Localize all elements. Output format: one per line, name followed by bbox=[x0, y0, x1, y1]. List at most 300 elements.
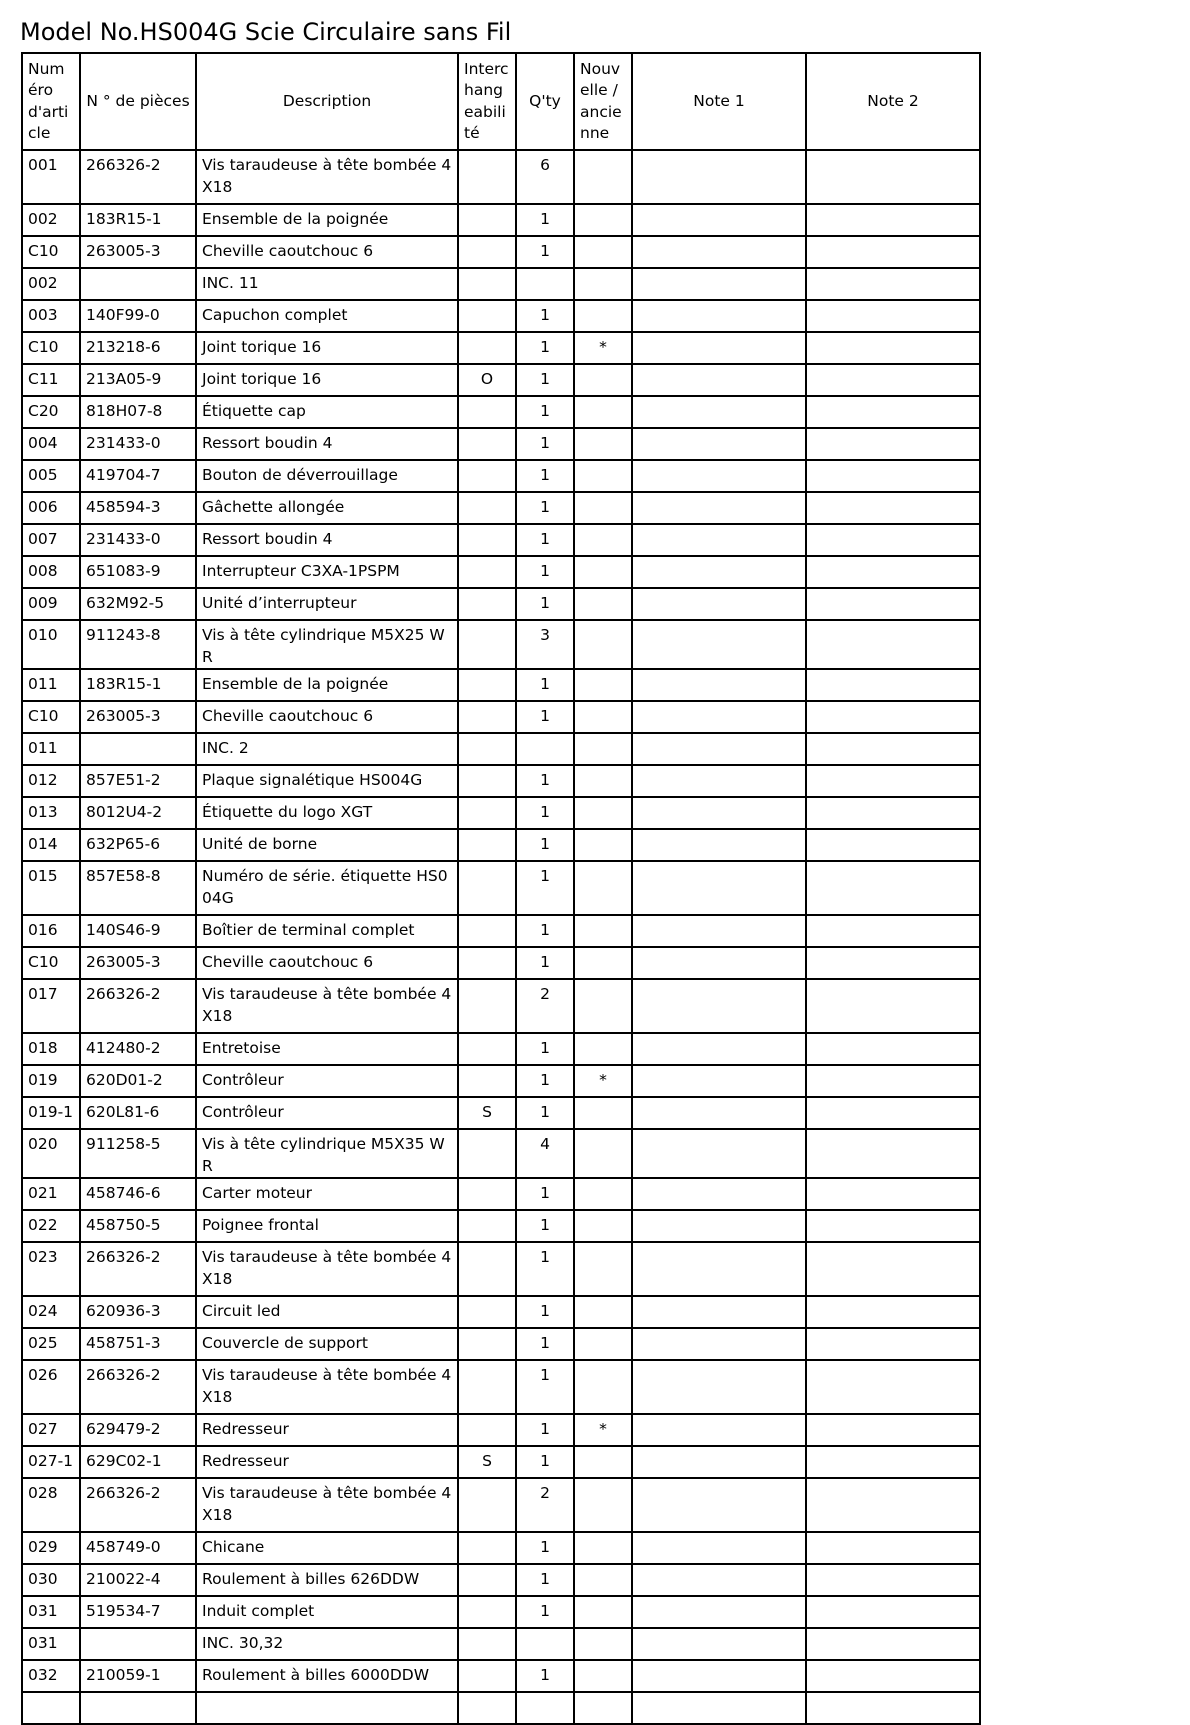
qty-cell: 1 bbox=[516, 332, 574, 364]
description-cell: Joint torique 16 bbox=[196, 364, 458, 396]
new-old-cell bbox=[574, 1178, 632, 1210]
qty-cell: 2 bbox=[516, 1478, 574, 1532]
note-1-cell bbox=[632, 1328, 806, 1360]
note-1-cell bbox=[632, 669, 806, 701]
note-2-cell bbox=[806, 524, 980, 556]
item-no-cell: C10 bbox=[22, 332, 80, 364]
new-old-cell bbox=[574, 364, 632, 396]
note-1-cell bbox=[632, 620, 806, 669]
table-row bbox=[22, 1414, 980, 1446]
description-cell: Ensemble de la poignée bbox=[196, 204, 458, 236]
interchangeability-cell bbox=[458, 1296, 516, 1328]
item-no-cell: 006 bbox=[22, 492, 80, 524]
note-1-cell bbox=[632, 460, 806, 492]
col-header-item-no: Numéro d'article bbox=[22, 53, 80, 150]
qty-cell: 1 bbox=[516, 947, 574, 979]
table-row bbox=[22, 428, 980, 460]
table-row bbox=[22, 588, 980, 620]
interchangeability-cell bbox=[458, 1414, 516, 1446]
qty-cell: 1 bbox=[516, 556, 574, 588]
qty-cell: 1 bbox=[516, 1446, 574, 1478]
note-2-cell bbox=[806, 1210, 980, 1242]
new-old-cell bbox=[574, 669, 632, 701]
description-cell: Contrôleur bbox=[196, 1065, 458, 1097]
header-row bbox=[22, 53, 980, 150]
table-row bbox=[22, 733, 980, 765]
new-old-cell bbox=[574, 524, 632, 556]
note-1-cell bbox=[632, 1532, 806, 1564]
qty-cell: 1 bbox=[516, 915, 574, 947]
qty-cell: 1 bbox=[516, 364, 574, 396]
description-cell: Carter moteur bbox=[196, 1178, 458, 1210]
table-row bbox=[22, 1210, 980, 1242]
new-old-cell bbox=[574, 1660, 632, 1692]
new-old-cell bbox=[574, 236, 632, 268]
description-cell: Étiquette cap bbox=[196, 396, 458, 428]
qty-cell: 2 bbox=[516, 979, 574, 1033]
table-row bbox=[22, 1478, 980, 1532]
description-cell: Vis taraudeuse à tête bombée 4X18 bbox=[196, 1360, 458, 1414]
interchangeability-cell bbox=[458, 915, 516, 947]
col-header-note-1: Note 1 bbox=[632, 53, 806, 150]
description-cell: Redresseur bbox=[196, 1414, 458, 1446]
new-old-cell bbox=[574, 1296, 632, 1328]
table-row bbox=[22, 620, 980, 669]
qty-cell bbox=[516, 1628, 574, 1660]
qty-cell: 1 bbox=[516, 1414, 574, 1446]
item-no-cell: 028 bbox=[22, 1478, 80, 1532]
note-2-cell bbox=[806, 150, 980, 204]
qty-cell: 1 bbox=[516, 460, 574, 492]
new-old-cell bbox=[574, 1328, 632, 1360]
description-cell: Circuit led bbox=[196, 1296, 458, 1328]
interchangeability-cell bbox=[458, 460, 516, 492]
part-no-cell: 266326-2 bbox=[80, 1242, 196, 1296]
item-no-cell: 018 bbox=[22, 1033, 80, 1065]
note-2-cell bbox=[806, 1564, 980, 1596]
part-no-cell: 620936-3 bbox=[80, 1296, 196, 1328]
note-1-cell bbox=[632, 797, 806, 829]
note-2-cell bbox=[806, 1296, 980, 1328]
interchangeability-cell bbox=[458, 947, 516, 979]
description-cell: Chicane bbox=[196, 1532, 458, 1564]
new-old-cell bbox=[574, 1532, 632, 1564]
note-2-cell bbox=[806, 1692, 980, 1724]
interchangeability-cell bbox=[458, 1692, 516, 1724]
new-old-cell bbox=[574, 797, 632, 829]
item-no-cell: 023 bbox=[22, 1242, 80, 1296]
item-no-cell: 026 bbox=[22, 1360, 80, 1414]
qty-cell: 1 bbox=[516, 524, 574, 556]
qty-cell: 1 bbox=[516, 861, 574, 915]
part-no-cell: 263005-3 bbox=[80, 701, 196, 733]
item-no-cell: 021 bbox=[22, 1178, 80, 1210]
part-no-cell: 632P65-6 bbox=[80, 829, 196, 861]
description-cell: Vis à tête cylindrique M5X25 WR bbox=[196, 620, 458, 669]
interchangeability-cell bbox=[458, 428, 516, 460]
description-cell: Vis taraudeuse à tête bombée 4X18 bbox=[196, 1478, 458, 1532]
description-cell: Vis taraudeuse à tête bombée 4X18 bbox=[196, 1242, 458, 1296]
table-row bbox=[22, 556, 980, 588]
part-no-cell: 419704-7 bbox=[80, 460, 196, 492]
note-2-cell bbox=[806, 1660, 980, 1692]
item-no-cell: 005 bbox=[22, 460, 80, 492]
part-no-cell: 183R15-1 bbox=[80, 204, 196, 236]
item-no-cell: 011 bbox=[22, 733, 80, 765]
item-no-cell: 027-1 bbox=[22, 1446, 80, 1478]
note-2-cell bbox=[806, 1033, 980, 1065]
note-2-cell bbox=[806, 204, 980, 236]
interchangeability-cell bbox=[458, 669, 516, 701]
new-old-cell bbox=[574, 765, 632, 797]
new-old-cell bbox=[574, 1210, 632, 1242]
table-row bbox=[22, 797, 980, 829]
interchangeability-cell bbox=[458, 979, 516, 1033]
qty-cell: 1 bbox=[516, 1097, 574, 1129]
new-old-cell: * bbox=[574, 1414, 632, 1446]
part-no-cell: 266326-2 bbox=[80, 1360, 196, 1414]
part-no-cell: 818H07-8 bbox=[80, 396, 196, 428]
new-old-cell bbox=[574, 396, 632, 428]
item-no-cell: 013 bbox=[22, 797, 80, 829]
note-2-cell bbox=[806, 236, 980, 268]
qty-cell: 1 bbox=[516, 236, 574, 268]
col-header-new-old: Nouvelle / ancienne bbox=[574, 53, 632, 150]
interchangeability-cell bbox=[458, 861, 516, 915]
item-no-cell: 027 bbox=[22, 1414, 80, 1446]
interchangeability-cell bbox=[458, 1628, 516, 1660]
note-2-cell bbox=[806, 829, 980, 861]
item-no-cell: 012 bbox=[22, 765, 80, 797]
new-old-cell bbox=[574, 1478, 632, 1532]
part-no-cell: 458749-0 bbox=[80, 1532, 196, 1564]
new-old-cell bbox=[574, 1242, 632, 1296]
note-2-cell bbox=[806, 620, 980, 669]
interchangeability-cell bbox=[458, 733, 516, 765]
qty-cell: 1 bbox=[516, 588, 574, 620]
description-cell: INC. 11 bbox=[196, 268, 458, 300]
note-1-cell bbox=[632, 492, 806, 524]
note-1-cell bbox=[632, 765, 806, 797]
part-no-cell: 651083-9 bbox=[80, 556, 196, 588]
table-row bbox=[22, 669, 980, 701]
note-2-cell bbox=[806, 492, 980, 524]
description-cell: Vis taraudeuse à tête bombée 4X18 bbox=[196, 150, 458, 204]
new-old-cell bbox=[574, 1097, 632, 1129]
part-no-cell: 620L81-6 bbox=[80, 1097, 196, 1129]
description-cell: Vis à tête cylindrique M5X35 WR bbox=[196, 1129, 458, 1178]
note-1-cell bbox=[632, 300, 806, 332]
note-1-cell bbox=[632, 428, 806, 460]
item-no-cell: 002 bbox=[22, 204, 80, 236]
interchangeability-cell bbox=[458, 588, 516, 620]
new-old-cell bbox=[574, 1628, 632, 1660]
interchangeability-cell bbox=[458, 524, 516, 556]
interchangeability-cell bbox=[458, 1478, 516, 1532]
note-1-cell bbox=[632, 1210, 806, 1242]
new-old-cell bbox=[574, 300, 632, 332]
description-cell bbox=[196, 1692, 458, 1724]
note-1-cell bbox=[632, 915, 806, 947]
table-row bbox=[22, 1328, 980, 1360]
description-cell: Induit complet bbox=[196, 1596, 458, 1628]
table-row bbox=[22, 150, 980, 204]
interchangeability-cell: S bbox=[458, 1097, 516, 1129]
note-2-cell bbox=[806, 797, 980, 829]
interchangeability-cell bbox=[458, 492, 516, 524]
new-old-cell bbox=[574, 979, 632, 1033]
table-row bbox=[22, 396, 980, 428]
note-1-cell bbox=[632, 150, 806, 204]
note-1-cell bbox=[632, 332, 806, 364]
new-old-cell bbox=[574, 268, 632, 300]
new-old-cell bbox=[574, 1692, 632, 1724]
table-row bbox=[22, 1564, 980, 1596]
item-no-cell: 016 bbox=[22, 915, 80, 947]
qty-cell: 1 bbox=[516, 428, 574, 460]
new-old-cell bbox=[574, 1446, 632, 1478]
item-no-cell: 004 bbox=[22, 428, 80, 460]
description-cell: Redresseur bbox=[196, 1446, 458, 1478]
interchangeability-cell bbox=[458, 236, 516, 268]
interchangeability-cell bbox=[458, 268, 516, 300]
new-old-cell: * bbox=[574, 332, 632, 364]
new-old-cell bbox=[574, 829, 632, 861]
note-1-cell bbox=[632, 1129, 806, 1178]
note-2-cell bbox=[806, 1129, 980, 1178]
note-1-cell bbox=[632, 204, 806, 236]
note-2-cell bbox=[806, 1596, 980, 1628]
interchangeability-cell bbox=[458, 765, 516, 797]
item-no-cell: 008 bbox=[22, 556, 80, 588]
qty-cell: 1 bbox=[516, 669, 574, 701]
note-1-cell bbox=[632, 861, 806, 915]
note-1-cell bbox=[632, 1478, 806, 1532]
part-no-cell: 213218-6 bbox=[80, 332, 196, 364]
part-no-cell: 911243-8 bbox=[80, 620, 196, 669]
note-1-cell bbox=[632, 524, 806, 556]
qty-cell: 1 bbox=[516, 1596, 574, 1628]
description-cell: Capuchon complet bbox=[196, 300, 458, 332]
note-2-cell bbox=[806, 1065, 980, 1097]
item-no-cell: 014 bbox=[22, 829, 80, 861]
part-no-cell: 210059-1 bbox=[80, 1660, 196, 1692]
note-1-cell bbox=[632, 979, 806, 1033]
qty-cell: 1 bbox=[516, 765, 574, 797]
note-1-cell bbox=[632, 1692, 806, 1724]
note-1-cell bbox=[632, 1033, 806, 1065]
qty-cell: 1 bbox=[516, 1296, 574, 1328]
note-2-cell bbox=[806, 1628, 980, 1660]
item-no-cell: 015 bbox=[22, 861, 80, 915]
interchangeability-cell: S bbox=[458, 1446, 516, 1478]
interchangeability-cell bbox=[458, 1242, 516, 1296]
part-no-cell: 911258-5 bbox=[80, 1129, 196, 1178]
note-1-cell bbox=[632, 588, 806, 620]
part-no-cell: 213A05-9 bbox=[80, 364, 196, 396]
qty-cell: 1 bbox=[516, 1033, 574, 1065]
part-no-cell: 458751-3 bbox=[80, 1328, 196, 1360]
note-1-cell bbox=[632, 947, 806, 979]
item-no-cell: 020 bbox=[22, 1129, 80, 1178]
description-cell: Boîtier de terminal complet bbox=[196, 915, 458, 947]
col-header-part-no: N ° de pièces bbox=[80, 53, 196, 150]
item-no-cell: 030 bbox=[22, 1564, 80, 1596]
col-header-description: Description bbox=[196, 53, 458, 150]
description-cell: Joint torique 16 bbox=[196, 332, 458, 364]
qty-cell: 1 bbox=[516, 204, 574, 236]
new-old-cell bbox=[574, 588, 632, 620]
item-no-cell: 007 bbox=[22, 524, 80, 556]
description-cell: Ensemble de la poignée bbox=[196, 669, 458, 701]
item-no-cell: 022 bbox=[22, 1210, 80, 1242]
part-no-cell: 231433-0 bbox=[80, 428, 196, 460]
note-2-cell bbox=[806, 701, 980, 733]
new-old-cell bbox=[574, 1596, 632, 1628]
interchangeability-cell bbox=[458, 1328, 516, 1360]
table-row bbox=[22, 1242, 980, 1296]
table-row bbox=[22, 332, 980, 364]
interchangeability-cell: O bbox=[458, 364, 516, 396]
description-cell: INC. 2 bbox=[196, 733, 458, 765]
table-row bbox=[22, 861, 980, 915]
qty-cell: 1 bbox=[516, 1328, 574, 1360]
part-no-cell: 458750-5 bbox=[80, 1210, 196, 1242]
note-1-cell bbox=[632, 829, 806, 861]
description-cell: Gâchette allongée bbox=[196, 492, 458, 524]
note-2-cell bbox=[806, 332, 980, 364]
table-row bbox=[22, 1660, 980, 1692]
interchangeability-cell bbox=[458, 1210, 516, 1242]
note-2-cell bbox=[806, 1178, 980, 1210]
new-old-cell bbox=[574, 492, 632, 524]
interchangeability-cell bbox=[458, 396, 516, 428]
note-1-cell bbox=[632, 1178, 806, 1210]
table-row bbox=[22, 1178, 980, 1210]
item-no-cell: 031 bbox=[22, 1628, 80, 1660]
table-row bbox=[22, 236, 980, 268]
table-row bbox=[22, 524, 980, 556]
note-2-cell bbox=[806, 669, 980, 701]
item-no-cell: C10 bbox=[22, 236, 80, 268]
note-2-cell bbox=[806, 396, 980, 428]
new-old-cell bbox=[574, 1033, 632, 1065]
col-header-note-2: Note 2 bbox=[806, 53, 980, 150]
part-no-cell: 263005-3 bbox=[80, 947, 196, 979]
item-no-cell: 002 bbox=[22, 268, 80, 300]
qty-cell: 1 bbox=[516, 829, 574, 861]
qty-cell: 1 bbox=[516, 701, 574, 733]
item-no-cell: C10 bbox=[22, 701, 80, 733]
note-2-cell bbox=[806, 765, 980, 797]
item-no-cell: 010 bbox=[22, 620, 80, 669]
qty-cell: 1 bbox=[516, 1564, 574, 1596]
table-row bbox=[22, 460, 980, 492]
new-old-cell bbox=[574, 556, 632, 588]
interchangeability-cell bbox=[458, 620, 516, 669]
note-2-cell bbox=[806, 861, 980, 915]
qty-cell: 1 bbox=[516, 797, 574, 829]
description-cell: Cheville caoutchouc 6 bbox=[196, 701, 458, 733]
col-header-qty: Q'ty bbox=[516, 53, 574, 150]
description-cell: Étiquette du logo XGT bbox=[196, 797, 458, 829]
new-old-cell bbox=[574, 733, 632, 765]
note-2-cell bbox=[806, 1328, 980, 1360]
part-no-cell: 857E51-2 bbox=[80, 765, 196, 797]
new-old-cell bbox=[574, 460, 632, 492]
qty-cell: 1 bbox=[516, 492, 574, 524]
part-no-cell: 266326-2 bbox=[80, 979, 196, 1033]
table-row bbox=[22, 492, 980, 524]
note-1-cell bbox=[632, 1097, 806, 1129]
description-cell: Ressort boudin 4 bbox=[196, 428, 458, 460]
table-row bbox=[22, 1097, 980, 1129]
note-2-cell bbox=[806, 979, 980, 1033]
part-no-cell: 8012U4-2 bbox=[80, 797, 196, 829]
note-2-cell bbox=[806, 1478, 980, 1532]
note-1-cell bbox=[632, 236, 806, 268]
part-no-cell bbox=[80, 268, 196, 300]
note-2-cell bbox=[806, 915, 980, 947]
description-cell: Unité d’interrupteur bbox=[196, 588, 458, 620]
note-1-cell bbox=[632, 1564, 806, 1596]
note-1-cell bbox=[632, 1414, 806, 1446]
interchangeability-cell bbox=[458, 300, 516, 332]
interchangeability-cell bbox=[458, 1360, 516, 1414]
note-2-cell bbox=[806, 300, 980, 332]
item-no-cell: 029 bbox=[22, 1532, 80, 1564]
item-no-cell: 011 bbox=[22, 669, 80, 701]
part-no-cell: 266326-2 bbox=[80, 150, 196, 204]
new-old-cell bbox=[574, 947, 632, 979]
interchangeability-cell bbox=[458, 1129, 516, 1178]
note-1-cell bbox=[632, 1360, 806, 1414]
interchangeability-cell bbox=[458, 556, 516, 588]
part-no-cell: 263005-3 bbox=[80, 236, 196, 268]
part-no-cell: 632M92-5 bbox=[80, 588, 196, 620]
new-old-cell bbox=[574, 861, 632, 915]
part-no-cell: 519534-7 bbox=[80, 1596, 196, 1628]
description-cell: Cheville caoutchouc 6 bbox=[196, 236, 458, 268]
item-no-cell: 003 bbox=[22, 300, 80, 332]
qty-cell: 3 bbox=[516, 620, 574, 669]
note-1-cell bbox=[632, 396, 806, 428]
note-2-cell bbox=[806, 947, 980, 979]
note-1-cell bbox=[632, 1242, 806, 1296]
qty-cell: 1 bbox=[516, 396, 574, 428]
col-header-interchangeability: Interchangeabilité bbox=[458, 53, 516, 150]
qty-cell: 1 bbox=[516, 1360, 574, 1414]
note-2-cell bbox=[806, 1414, 980, 1446]
table-row bbox=[22, 915, 980, 947]
table-row bbox=[22, 1596, 980, 1628]
item-no-cell: 032 bbox=[22, 1660, 80, 1692]
interchangeability-cell bbox=[458, 1178, 516, 1210]
description-cell: Poignee frontal bbox=[196, 1210, 458, 1242]
table-row bbox=[22, 268, 980, 300]
item-no-cell: 019 bbox=[22, 1065, 80, 1097]
qty-cell bbox=[516, 1692, 574, 1724]
table-row bbox=[22, 1628, 980, 1660]
qty-cell: 1 bbox=[516, 1210, 574, 1242]
item-no-cell: 031 bbox=[22, 1596, 80, 1628]
item-no-cell: 009 bbox=[22, 588, 80, 620]
description-cell: INC. 30,32 bbox=[196, 1628, 458, 1660]
part-no-cell: 857E58-8 bbox=[80, 861, 196, 915]
new-old-cell bbox=[574, 620, 632, 669]
new-old-cell bbox=[574, 1129, 632, 1178]
new-old-cell bbox=[574, 428, 632, 460]
